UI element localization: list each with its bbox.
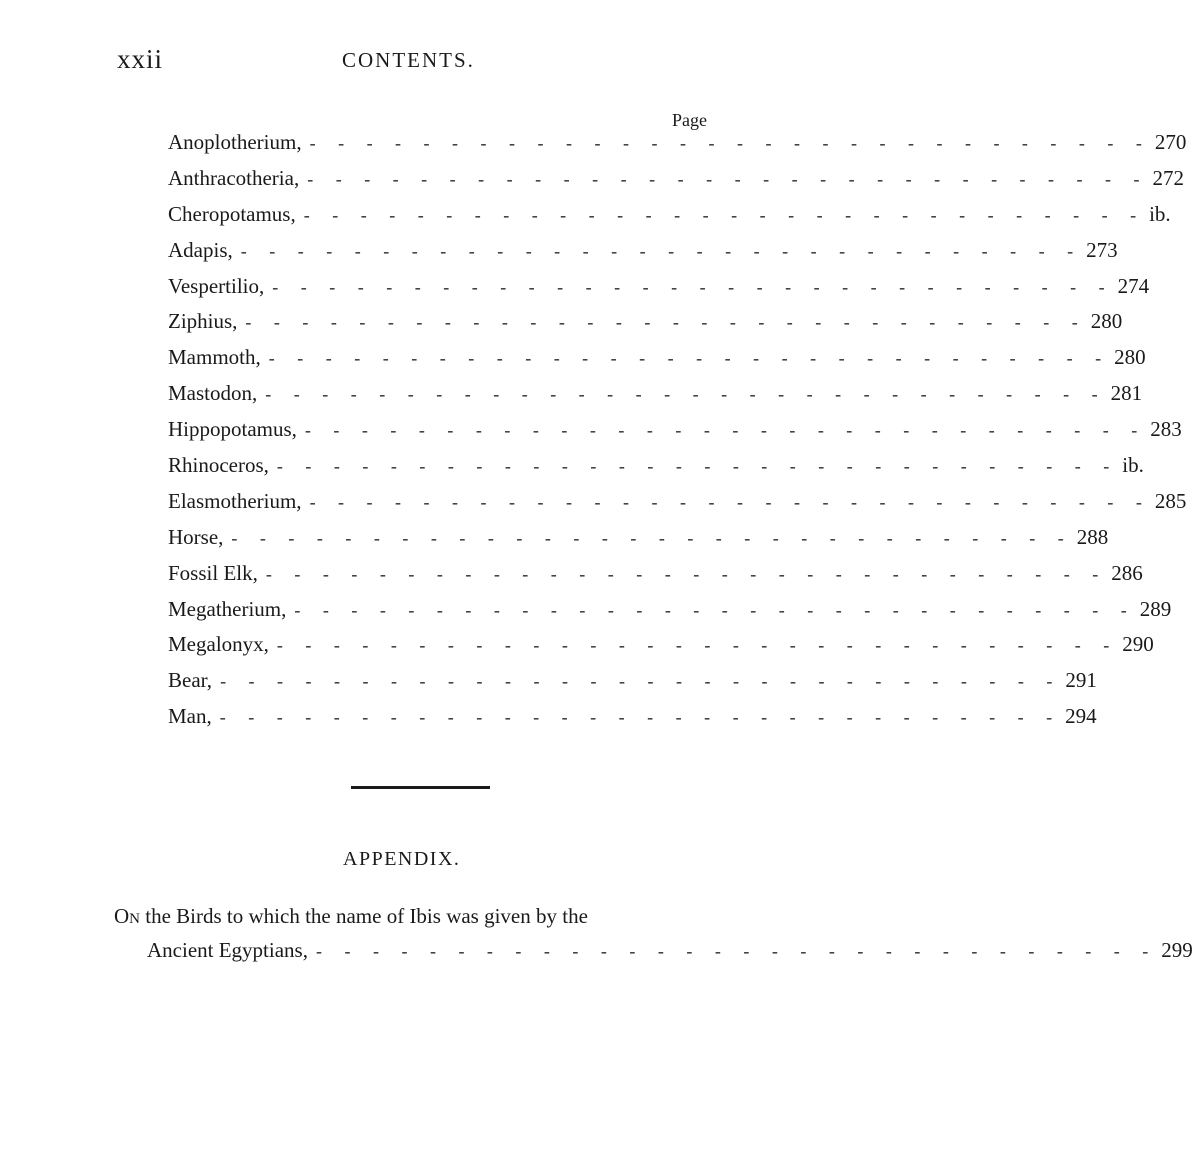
contents-entry [168, 453, 1144, 489]
entry-page: ib. [1149, 201, 1171, 226]
contents-entry [168, 596, 1172, 633]
dot-leader: - - - - - - - - - - - - - - - - - - - - - - - - - - - - - - [309, 133, 1151, 153]
section-divider [351, 786, 490, 789]
page-column-label: Page [672, 110, 707, 130]
running-title: CONTENTS. [342, 48, 475, 72]
entry-page: 280 [1090, 309, 1123, 334]
dot-leader: - - - - - - - - - - - - - - - - - - - - - - - - - - - - - - [303, 204, 1146, 225]
contents-entry [168, 273, 1150, 310]
entry-title: Elasmotherium, [168, 488, 302, 513]
entry-title: Mammoth, [168, 345, 261, 370]
contents-list [168, 130, 1187, 740]
entry-page: 291 [1065, 668, 1097, 693]
entry-title: Megalonyx, [168, 632, 269, 657]
dot-leader: - - - - - - - - - - - - - - - - - - - - - - - - - - - - - - [276, 635, 1119, 656]
entry-page: 280 [1114, 345, 1146, 370]
contents-entry [168, 237, 1118, 274]
entry-title: Vespertilio, [168, 273, 265, 298]
contents-entry [168, 524, 1109, 561]
contents-entry [168, 309, 1123, 345]
entry-title: Anthracotheria, [168, 165, 300, 190]
entry-title: Cheropotamus, [168, 201, 296, 226]
entry-page: 290 [1122, 632, 1154, 657]
entry-page: ib. [1122, 453, 1144, 478]
contents-entry [168, 560, 1143, 597]
entry-title: Bear, [168, 668, 213, 693]
page-number: xxii [117, 44, 164, 74]
entry-page: 270 [1154, 130, 1187, 154]
appendix-entry-lead: On [114, 904, 140, 928]
dot-leader: - - - - - - - - - - - - - - - - - - - - - - - - - - - - - - [219, 707, 1062, 728]
appendix-entry-text: the Birds to which the name of Ibis was given by the [140, 904, 588, 928]
dot-leader: - - - - - - - - - - - - - - - - - - - - - - - - - - - - - - [272, 276, 1114, 297]
dot-leader: - - - - - - - - - - - - - - - - - - - - - - - - - - - - - - [307, 168, 1149, 189]
entry-page: 274 [1117, 273, 1150, 298]
entry-page: 288 [1076, 524, 1109, 549]
dot-leader: - - - - - - - - - - - - - - - - - - - - - - - - - - - - - - [315, 941, 1158, 961]
contents-entry [168, 201, 1171, 238]
contents-entry [168, 345, 1146, 381]
dot-leader: - - - - - - - - - - - - - - - - - - - - - - - - - - - - - - [276, 456, 1119, 477]
appendix-entry-continuation [147, 938, 1193, 963]
entry-title: Anoplotherium, [168, 130, 302, 154]
appendix-heading: APPENDIX. [343, 848, 461, 870]
entry-page: 273 [1086, 237, 1118, 262]
dot-leader: - - - - - - - - - - - - - - - - - - - - - - - - - - - - - - [245, 312, 1087, 333]
appendix-entry-page: 299 [1161, 938, 1193, 962]
entry-title: Fossil Elk, [168, 560, 258, 585]
entry-page: 285 [1154, 488, 1187, 513]
entry-title: Rhinoceros, [168, 453, 269, 478]
dot-leader: - - - - - - - - - - - - - - - - - - - - - - - - - - - - - - [304, 420, 1147, 441]
entry-title: Hippopotamus, [168, 417, 297, 442]
contents-entry [168, 381, 1143, 417]
dot-leader: - - - - - - - - - - - - - - - - - - - - - - - - - - - - - - [265, 563, 1108, 584]
entry-title: Mastodon, [168, 381, 258, 406]
contents-entry [168, 130, 1187, 166]
contents-entry [168, 488, 1187, 525]
entry-title: Man, [168, 704, 212, 729]
dot-leader: - - - - - - - - - - - - - - - - - - - - - - - - - - - - - - [294, 599, 1136, 620]
entry-page: 289 [1139, 596, 1172, 621]
dot-leader: - - - - - - - - - - - - - - - - - - - - - - - - - - - - - - [309, 491, 1151, 512]
entry-page: 281 [1110, 381, 1143, 406]
entry-title: Ziphius, [168, 309, 238, 334]
contents-entry [168, 417, 1182, 453]
contents-entry [168, 165, 1185, 202]
dot-leader: - - - - - - - - - - - - - - - - - - - - - - - - - - - - - - [231, 527, 1073, 548]
entry-page: 283 [1150, 417, 1182, 442]
entry-page: 294 [1065, 704, 1097, 729]
contents-entry [168, 632, 1154, 668]
dot-leader: - - - - - - - - - - - - - - - - - - - - - - - - - - - - - - [240, 240, 1083, 261]
contents-entry [168, 668, 1097, 704]
dot-leader: - - - - - - - - - - - - - - - - - - - - - - - - - - - - - - [268, 348, 1111, 369]
entry-page: 286 [1111, 560, 1143, 585]
contents-entry [168, 704, 1097, 740]
entry-title: Horse, [168, 524, 224, 549]
entry-title: Adapis, [168, 237, 233, 262]
entry-title: Megatherium, [168, 596, 287, 621]
appendix-entry-line [114, 904, 588, 929]
appendix-entry-text-2: Ancient Egyptians, [147, 938, 308, 962]
dot-leader: - - - - - - - - - - - - - - - - - - - - - - - - - - - - - - [220, 671, 1062, 692]
dot-leader: - - - - - - - - - - - - - - - - - - - - - - - - - - - - - - [265, 384, 1107, 405]
entry-page: 272 [1152, 165, 1185, 190]
